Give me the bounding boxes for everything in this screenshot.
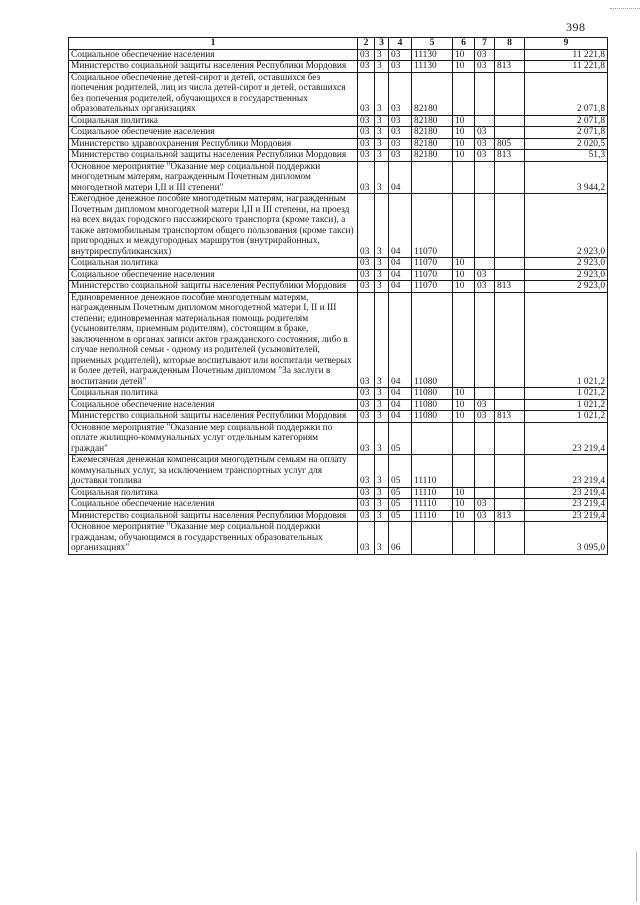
code-cell-7 [475, 487, 495, 499]
page-number: 398 [566, 20, 586, 34]
code-cell-4: 04 [389, 292, 412, 388]
table-row [69, 455, 608, 488]
code-cell-7 [475, 292, 495, 388]
code-cell-6: 10 [453, 399, 475, 411]
code-cell-6: 10 [453, 61, 475, 73]
row-name-cell: Социальное обеспечение детей-сирот и детей, оставшихся без попечения родителей, лиц из числа детей-сирот и детей, оставшихся без попечения родителей, обучающихся в государственных образовательных организациях [69, 72, 358, 115]
code-cell-4: 04 [389, 161, 412, 194]
code-cell-2: 03 [358, 61, 375, 73]
code-cell-7 [475, 455, 495, 488]
code-cell-8 [495, 49, 525, 61]
row-name-cell: Социальная политика [69, 115, 358, 127]
code-cell-5: 11130 [412, 61, 453, 73]
amount-cell: 2 923,0 [525, 281, 608, 293]
code-cell-4: 05 [389, 422, 412, 455]
code-cell-8 [495, 399, 525, 411]
table-row [69, 49, 608, 61]
code-cell-6 [453, 292, 475, 388]
code-cell-4: 04 [389, 258, 412, 270]
table-row [69, 72, 608, 115]
code-cell-6: 10 [453, 258, 475, 270]
code-cell-4: 05 [389, 487, 412, 499]
code-cell-2: 03 [358, 115, 375, 127]
code-cell-4: 04 [389, 399, 412, 411]
code-cell-7: 03 [475, 61, 495, 73]
amount-cell: 3 095,0 [525, 522, 608, 555]
header-cell: 6 [453, 38, 475, 50]
code-cell-5: 11070 [412, 258, 453, 270]
row-name-cell: Единовременное денежное пособие многодетным матерям, награжденным Почетным дипломом многодетной матери I, II и III степени; единовременная материальная помощь родителям (усыновителям, приемным родителям), состоящим в браке, заключенном в органах записи актов гражданского состояния, либо в случае неполной семьи - одному из родителей (усыновителей, приемных родителей), которые воспитывают или воспитали четверых и более детей, награжденным Почетным дипломом "За заслуги в воспитании детей" [69, 292, 358, 388]
row-name-cell: Социальная политика [69, 487, 358, 499]
table-row [69, 487, 608, 499]
code-cell-5: 82180 [412, 72, 453, 115]
row-name-cell: Социальное обеспечение населения [69, 127, 358, 139]
code-cell-7: 03 [475, 399, 495, 411]
header-cell: 2 [358, 38, 375, 50]
code-cell-6: 10 [453, 499, 475, 511]
code-cell-6 [453, 72, 475, 115]
code-cell-5: 11110 [412, 487, 453, 499]
code-cell-8 [495, 115, 525, 127]
code-cell-8: 813 [495, 510, 525, 522]
code-cell-5: 11080 [412, 411, 453, 423]
table-row [69, 269, 608, 281]
code-cell-3: 3 [375, 49, 389, 61]
code-cell-7 [475, 194, 495, 258]
amount-cell: 23 219,4 [525, 487, 608, 499]
header-row [69, 38, 608, 50]
code-cell-8 [495, 388, 525, 400]
row-name-cell: Министерство социальной защиты населения Республики Мордовия [69, 411, 358, 423]
row-name-cell: Основное мероприятие "Оказание мер социальной поддержки многодетным матерям, награжденным Почетным дипломом многодетной матери I,II и III степени" [69, 161, 358, 194]
row-name-cell: Министерство социальной защиты населения Республики Мордовия [69, 150, 358, 162]
code-cell-7 [475, 388, 495, 400]
code-cell-2: 03 [358, 522, 375, 555]
code-cell-5: 11080 [412, 399, 453, 411]
code-cell-4: 03 [389, 61, 412, 73]
code-cell-3: 3 [375, 399, 389, 411]
table-row [69, 258, 608, 270]
header-cell: 5 [412, 38, 453, 50]
table-row [69, 138, 608, 150]
code-cell-4: 04 [389, 411, 412, 423]
code-cell-4: 03 [389, 138, 412, 150]
code-cell-5 [412, 422, 453, 455]
amount-cell: 23 219,4 [525, 455, 608, 488]
amount-cell: 23 219,4 [525, 499, 608, 511]
code-cell-2: 03 [358, 422, 375, 455]
code-cell-3: 3 [375, 161, 389, 194]
amount-cell: 51,3 [525, 150, 608, 162]
code-cell-8 [495, 499, 525, 511]
code-cell-8 [495, 487, 525, 499]
code-cell-4: 03 [389, 127, 412, 139]
table-row [69, 499, 608, 511]
table-row [69, 194, 608, 258]
amount-cell: 11 221,8 [525, 49, 608, 61]
code-cell-2: 03 [358, 150, 375, 162]
code-cell-2: 03 [358, 194, 375, 258]
code-cell-5: 11110 [412, 455, 453, 488]
code-cell-8: 813 [495, 281, 525, 293]
code-cell-8 [495, 269, 525, 281]
code-cell-8 [495, 522, 525, 555]
code-cell-3: 3 [375, 115, 389, 127]
amount-cell: 2 923,0 [525, 194, 608, 258]
header-cell: 4 [389, 38, 412, 50]
code-cell-4: 06 [389, 522, 412, 555]
code-cell-5 [412, 161, 453, 194]
code-cell-6 [453, 422, 475, 455]
code-cell-4: 04 [389, 281, 412, 293]
code-cell-7 [475, 115, 495, 127]
code-cell-7 [475, 72, 495, 115]
code-cell-2: 03 [358, 399, 375, 411]
row-name-cell: Основное мероприятие "Оказание мер социальной поддержки гражданам, обучающимся в государственных образовательных организациях" [69, 522, 358, 555]
code-cell-3: 3 [375, 499, 389, 511]
code-cell-2: 03 [358, 487, 375, 499]
code-cell-4: 04 [389, 269, 412, 281]
code-cell-5: 82180 [412, 138, 453, 150]
row-name-cell: Министерство социальной защиты населения Республики Мордовия [69, 281, 358, 293]
code-cell-5: 11110 [412, 510, 453, 522]
code-cell-4: 04 [389, 388, 412, 400]
row-name-cell: Социальное обеспечение населения [69, 499, 358, 511]
code-cell-3: 3 [375, 61, 389, 73]
code-cell-7: 03 [475, 150, 495, 162]
code-cell-4: 04 [389, 194, 412, 258]
amount-cell: 2 923,0 [525, 269, 608, 281]
code-cell-3: 3 [375, 292, 389, 388]
row-name-cell: Социальная политика [69, 258, 358, 270]
code-cell-2: 03 [358, 49, 375, 61]
code-cell-6: 10 [453, 138, 475, 150]
code-cell-2: 03 [358, 292, 375, 388]
code-cell-7: 03 [475, 269, 495, 281]
code-cell-3: 3 [375, 138, 389, 150]
code-cell-6: 10 [453, 510, 475, 522]
code-cell-5 [412, 522, 453, 555]
code-cell-2: 03 [358, 281, 375, 293]
code-cell-3: 3 [375, 72, 389, 115]
code-cell-8 [495, 292, 525, 388]
code-cell-7: 03 [475, 510, 495, 522]
code-cell-6: 10 [453, 487, 475, 499]
code-cell-7: 03 [475, 499, 495, 511]
code-cell-3: 3 [375, 269, 389, 281]
code-cell-4: 03 [389, 49, 412, 61]
code-cell-7: 03 [475, 411, 495, 423]
code-cell-8 [495, 194, 525, 258]
code-cell-3: 3 [375, 522, 389, 555]
code-cell-3: 3 [375, 127, 389, 139]
code-cell-6: 10 [453, 49, 475, 61]
header-cell: 7 [475, 38, 495, 50]
code-cell-2: 03 [358, 499, 375, 511]
table-row [69, 522, 608, 555]
code-cell-8: 805 [495, 138, 525, 150]
table-row [69, 161, 608, 194]
table-row [69, 115, 608, 127]
amount-cell: 1 021,2 [525, 411, 608, 423]
header-cell: 1 [69, 38, 358, 50]
code-cell-3: 3 [375, 510, 389, 522]
table-row [69, 281, 608, 293]
code-cell-2: 03 [358, 388, 375, 400]
code-cell-2: 03 [358, 138, 375, 150]
code-cell-6: 10 [453, 388, 475, 400]
table-row [69, 411, 608, 423]
code-cell-6 [453, 194, 475, 258]
row-name-cell: Социальное обеспечение населения [69, 49, 358, 61]
code-cell-3: 3 [375, 422, 389, 455]
code-cell-6: 10 [453, 127, 475, 139]
amount-cell: 2 923,0 [525, 258, 608, 270]
table-row [69, 150, 608, 162]
page-corner-mark [610, 0, 640, 9]
code-cell-6 [453, 455, 475, 488]
code-cell-2: 03 [358, 411, 375, 423]
code-cell-7: 03 [475, 138, 495, 150]
code-cell-3: 3 [375, 194, 389, 258]
code-cell-8 [495, 258, 525, 270]
table-body [69, 49, 608, 554]
code-cell-4: 05 [389, 510, 412, 522]
amount-cell: 2 071,8 [525, 72, 608, 115]
code-cell-5: 11070 [412, 281, 453, 293]
code-cell-8 [495, 127, 525, 139]
header-cell: 8 [495, 38, 525, 50]
code-cell-8: 813 [495, 150, 525, 162]
amount-cell: 2 020,5 [525, 138, 608, 150]
code-cell-2: 03 [358, 510, 375, 522]
budget-table [68, 37, 608, 555]
code-cell-7: 03 [475, 49, 495, 61]
code-cell-3: 3 [375, 281, 389, 293]
code-cell-4: 05 [389, 499, 412, 511]
table-row [69, 399, 608, 411]
code-cell-5: 11080 [412, 388, 453, 400]
code-cell-3: 3 [375, 455, 389, 488]
code-cell-6: 10 [453, 411, 475, 423]
table-row [69, 292, 608, 388]
amount-cell: 1 021,2 [525, 399, 608, 411]
amount-cell: 11 221,8 [525, 61, 608, 73]
header-cell: 3 [375, 38, 389, 50]
row-name-cell: Социальная политика [69, 388, 358, 400]
row-name-cell: Основное мероприятие "Оказание мер социальной поддержки по оплате жилищно-коммунальных услуг отдельным категориям граждан" [69, 422, 358, 455]
code-cell-4: 03 [389, 72, 412, 115]
row-name-cell: Социальное обеспечение населения [69, 269, 358, 281]
code-cell-7 [475, 161, 495, 194]
code-cell-5: 82180 [412, 150, 453, 162]
code-cell-8: 813 [495, 411, 525, 423]
code-cell-8 [495, 422, 525, 455]
code-cell-6 [453, 522, 475, 555]
code-cell-5: 82180 [412, 127, 453, 139]
row-name-cell: Министерство социальной защиты населения Республики Мордовия [69, 510, 358, 522]
code-cell-3: 3 [375, 258, 389, 270]
table-row [69, 510, 608, 522]
amount-cell: 1 021,2 [525, 388, 608, 400]
code-cell-4: 03 [389, 115, 412, 127]
table-row [69, 422, 608, 455]
code-cell-6: 10 [453, 269, 475, 281]
table-row [69, 388, 608, 400]
code-cell-5: 11130 [412, 49, 453, 61]
code-cell-3: 3 [375, 487, 389, 499]
code-cell-6: 10 [453, 281, 475, 293]
header-cell: 9 [525, 38, 608, 50]
code-cell-7 [475, 422, 495, 455]
row-name-cell: Министерство социальной защиты населения Республики Мордовия [69, 61, 358, 73]
code-cell-4: 03 [389, 150, 412, 162]
code-cell-3: 3 [375, 411, 389, 423]
code-cell-5: 11080 [412, 292, 453, 388]
code-cell-7: 03 [475, 127, 495, 139]
code-cell-4: 05 [389, 455, 412, 488]
code-cell-8 [495, 161, 525, 194]
code-cell-2: 03 [358, 161, 375, 194]
code-cell-7: 03 [475, 281, 495, 293]
amount-cell: 2 071,8 [525, 115, 608, 127]
code-cell-2: 03 [358, 258, 375, 270]
code-cell-2: 03 [358, 127, 375, 139]
row-name-cell: Министерство здравоохранения Республики Мордовия [69, 138, 358, 150]
amount-cell: 23 219,4 [525, 510, 608, 522]
code-cell-5: 11110 [412, 499, 453, 511]
code-cell-5: 11070 [412, 269, 453, 281]
row-name-cell: Социальное обеспечение населения [69, 399, 358, 411]
amount-cell: 23 219,4 [525, 422, 608, 455]
table-row [69, 127, 608, 139]
amount-cell: 1 021,2 [525, 292, 608, 388]
code-cell-6: 10 [453, 115, 475, 127]
code-cell-7 [475, 258, 495, 270]
code-cell-3: 3 [375, 388, 389, 400]
row-name-cell: Ежемесячная денежная компенсация многодетным семьям на оплату коммунальных услуг, за исключением транспортных услуг для доставки топлива [69, 455, 358, 488]
code-cell-8: 813 [495, 61, 525, 73]
code-cell-6: 10 [453, 150, 475, 162]
code-cell-5: 82180 [412, 115, 453, 127]
amount-cell: 2 071,8 [525, 127, 608, 139]
code-cell-3: 3 [375, 150, 389, 162]
code-cell-7 [475, 522, 495, 555]
code-cell-2: 03 [358, 455, 375, 488]
row-name-cell: Ежегодное денежное пособие многодетным матерям, награжденным Почетным дипломом многодетной матери I,II и III степени, на проезд на всех видах городского пассажирского транспорта (кроме такси), а также автомобильным транспортом общего пользования (кроме такси) пригородных и междугородных маршрутов (внутрирайонных, внутриреспубликанских) [69, 194, 358, 258]
code-cell-6 [453, 161, 475, 194]
code-cell-8 [495, 455, 525, 488]
code-cell-5: 11070 [412, 194, 453, 258]
code-cell-2: 03 [358, 72, 375, 115]
code-cell-2: 03 [358, 269, 375, 281]
scan-edge-mark [636, 852, 637, 902]
amount-cell: 3 944,2 [525, 161, 608, 194]
table-row [69, 61, 608, 73]
code-cell-8 [495, 72, 525, 115]
